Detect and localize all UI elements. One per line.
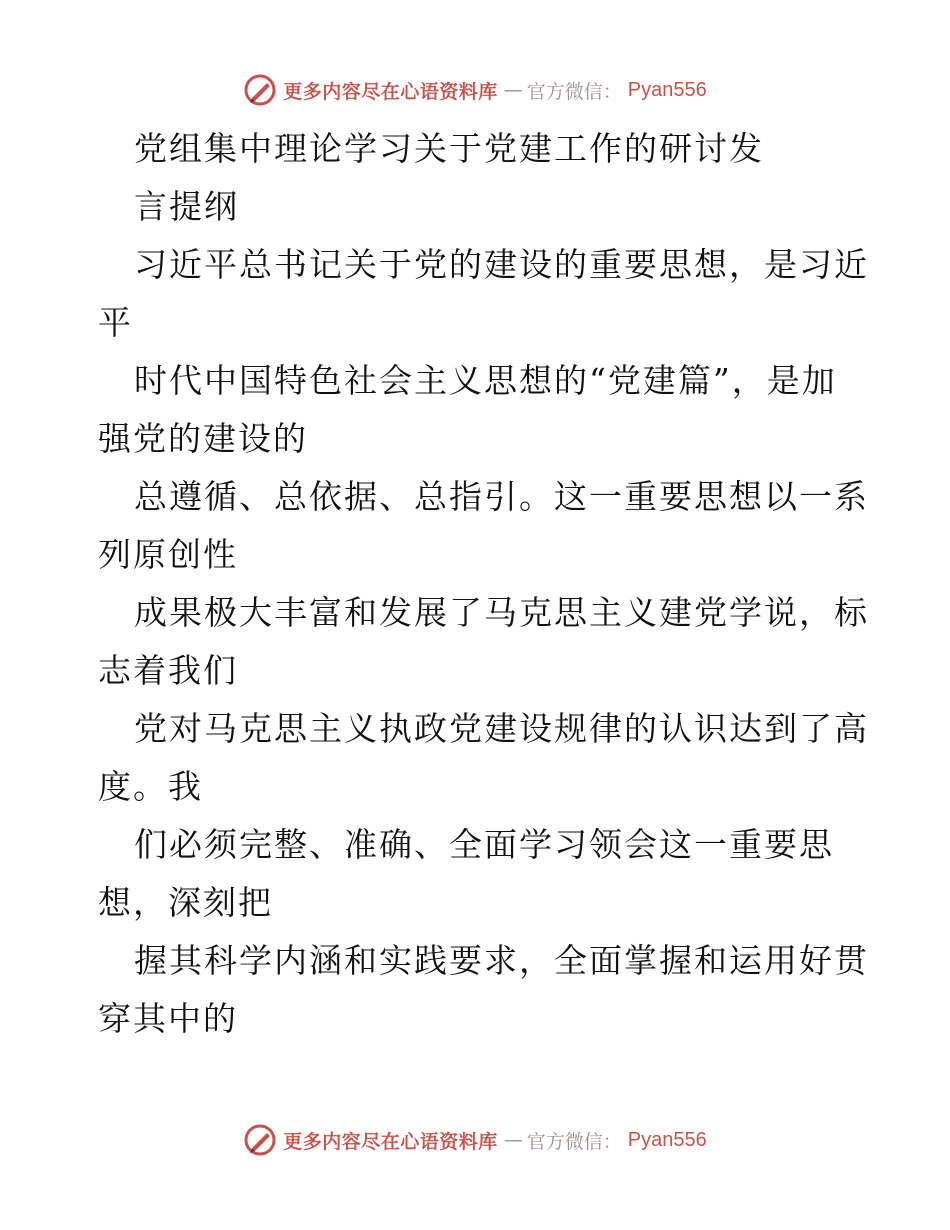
- watermark-separator: —: [503, 79, 521, 101]
- document-line: 列原创性: [98, 535, 238, 574]
- document-line: 党组集中理论学习关于党建工作的研讨发: [134, 129, 764, 168]
- document-line: 言提纲: [134, 187, 239, 226]
- red-pen-logo-icon: [243, 73, 277, 107]
- document-line: 时代中国特色社会主义思想的“党建篇”，是加: [134, 361, 837, 400]
- document-line: 们必须完整、准确、全面学习领会这一重要思: [134, 825, 834, 864]
- document-line: 强党的建设的: [98, 419, 308, 458]
- header-watermark: [0, 70, 950, 110]
- document-line: 成果极大丰富和发展了马克思主义建党学说，标: [134, 593, 869, 632]
- document-line: 握其科学内涵和实践要求，全面掌握和运用好贯: [134, 941, 869, 980]
- watermark-wechat-label: 官方微信：: [526, 80, 622, 103]
- document-body: [98, 120, 869, 1048]
- document-line: 想，深刻把: [98, 883, 273, 922]
- watermark-wechat-id: Pyan556: [627, 1128, 707, 1151]
- document-line: 穿其中的: [98, 999, 238, 1038]
- footer-watermark: [0, 1120, 950, 1160]
- document-line: 习近平总书记关于党的建设的重要思想，是习近: [134, 245, 869, 284]
- document-line: 党对马克思主义执政党建设规律的认识达到了高: [134, 709, 869, 748]
- watermark-separator: —: [503, 1129, 521, 1151]
- document-line: 度。我: [98, 767, 203, 806]
- document-line: 总遵循、总依据、总指引。这一重要思想以一系: [134, 477, 869, 516]
- watermark-text: 更多内容尽在心语资料库: [283, 80, 498, 103]
- watermark-text: 更多内容尽在心语资料库: [283, 1130, 498, 1153]
- document-line: 平: [98, 303, 133, 342]
- watermark-wechat-id: Pyan556: [627, 78, 707, 101]
- red-pen-logo-icon: [243, 1123, 277, 1157]
- document-line: 志着我们: [98, 651, 238, 690]
- watermark-wechat-label: 官方微信：: [526, 1130, 622, 1153]
